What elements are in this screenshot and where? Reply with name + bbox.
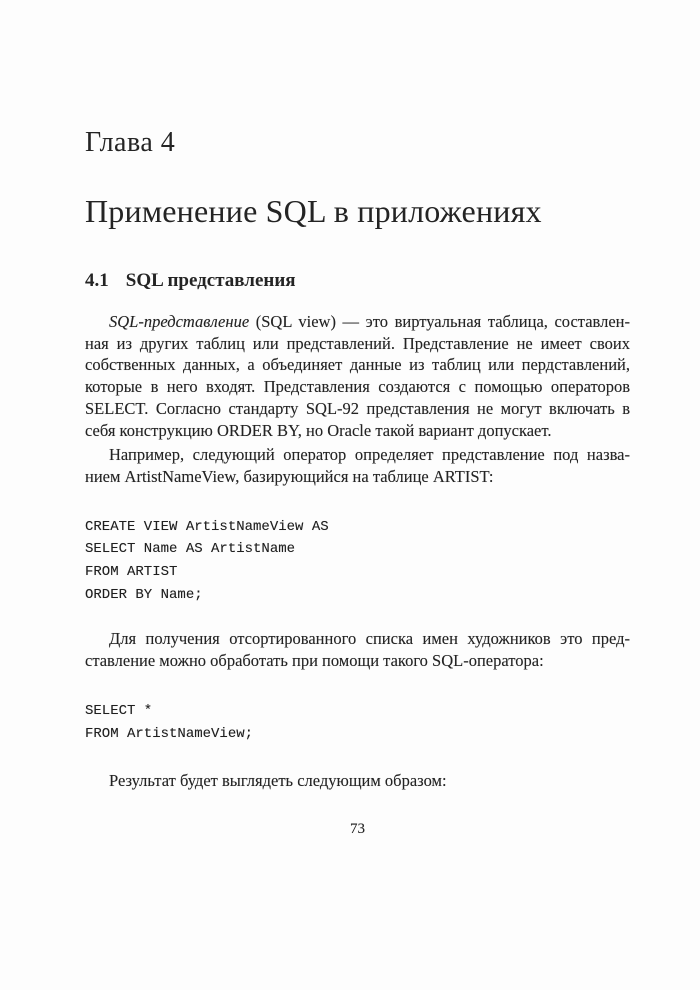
text-line: которые в него входят. Представления создаются с помощью операторов (85, 377, 630, 397)
text-line: собственных данных, а объединяет данные из таблиц или пердставлений, (85, 355, 630, 375)
code-line: ORDER BY Name; (85, 586, 203, 603)
section-number: 4.1 (85, 270, 109, 291)
code-line: CREATE VIEW ArtistNameView AS (85, 518, 329, 535)
sql-code-create-view (85, 516, 630, 607)
text-line: SELECT. Согласно стандарту SQL-92 представления не могут включать в (85, 398, 630, 418)
code-line: FROM ArtistNameView; (85, 725, 254, 742)
text-line: себя конструкцию ORDER BY, но Oracle такой вариант допускает. (85, 420, 552, 440)
text-line: ная из других таблиц или представлений. Представление не имеет своих (85, 333, 630, 353)
code-line: FROM ARTIST (85, 564, 178, 581)
section-heading (85, 270, 630, 292)
text-line: ставление можно обработать при помощи такого SQL-оператора: (85, 651, 544, 671)
text-line: Результат будет выглядеть следующим образом: (109, 771, 447, 791)
text-line: Для получения отсортированного списка имен художников это пред- (109, 629, 630, 649)
page-number: 73 (350, 820, 365, 837)
chapter-number-heading: Глава 4 (85, 127, 176, 158)
page-footer (85, 820, 630, 838)
paragraph-sql-view-intro (85, 311, 630, 441)
text-line (85, 311, 630, 333)
text-line: Например, следующий оператор определяет представление под назва- (109, 445, 630, 465)
paragraph-result-intro (85, 770, 630, 792)
text-run: (SQL view) — это виртуальная таблица, составлен- (249, 312, 630, 331)
chapter-title: Применение SQL в приложениях (85, 193, 542, 229)
term-italic: SQL-представление (109, 312, 250, 331)
page-content (85, 0, 630, 838)
code-line: SELECT * (85, 702, 153, 719)
sql-code-select-view (85, 700, 630, 745)
paragraph-example-intro (85, 444, 630, 487)
section-title: SQL представления (125, 270, 296, 291)
paragraph-sorted-list (85, 628, 630, 671)
code-line: SELECT Name AS ArtistName (85, 541, 296, 558)
text-line: нием ArtistNameView, базирующийся на таблице ARTIST: (85, 466, 494, 486)
